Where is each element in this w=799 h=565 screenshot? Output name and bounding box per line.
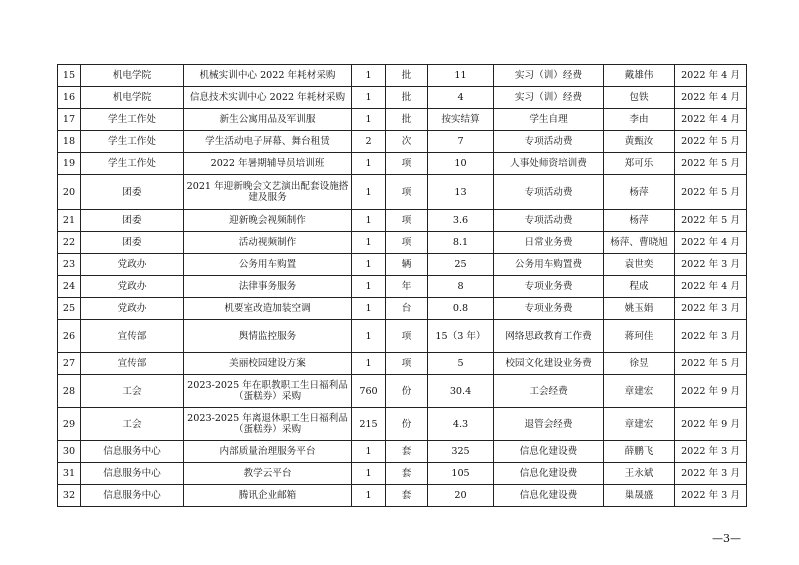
quantity-cell: 1	[352, 87, 386, 109]
budget-amount-cell: 20	[428, 485, 494, 507]
budget-amount-cell: 325	[428, 441, 494, 463]
quantity-cell: 1	[352, 254, 386, 276]
quantity-cell: 1	[352, 109, 386, 131]
quantity-cell: 1	[352, 153, 386, 175]
table-row	[58, 408, 747, 441]
procurement-item-cell: 公务用车购置	[184, 254, 352, 276]
quantity-cell: 1	[352, 463, 386, 485]
planned-date-cell: 2022 年 3 月	[675, 463, 747, 485]
fund-source-cell: 退管会经费	[494, 408, 604, 441]
budget-amount-cell: 3.6	[428, 210, 494, 232]
procurement-item-cell: 学生活动电子屏幕、舞台租赁	[184, 131, 352, 153]
row-number-cell: 16	[58, 87, 81, 109]
contact-person-cell: 巢晟盛	[604, 485, 675, 507]
row-number-cell: 26	[58, 320, 81, 353]
planned-date-cell: 2022 年 3 月	[675, 485, 747, 507]
unit-cell: 项	[386, 320, 428, 353]
contact-person-cell: 戴雄伟	[604, 65, 675, 87]
table-row	[58, 298, 747, 320]
planned-date-cell: 2022 年 5 月	[675, 353, 747, 375]
row-number-cell: 29	[58, 408, 81, 441]
budget-amount-cell: 5	[428, 353, 494, 375]
budget-amount-cell: 15（3 年）	[428, 320, 494, 353]
table-row	[58, 232, 747, 254]
contact-person-cell: 黄甄汝	[604, 131, 675, 153]
unit-cell: 项	[386, 175, 428, 210]
fund-source-cell: 学生自理	[494, 109, 604, 131]
row-number-cell: 30	[58, 441, 81, 463]
row-number-cell: 20	[58, 175, 81, 210]
fund-source-cell: 专项活动费	[494, 175, 604, 210]
table-row	[58, 153, 747, 175]
table-row	[58, 87, 747, 109]
row-number-cell: 18	[58, 131, 81, 153]
procurement-item-cell: 2021 年迎新晚会文艺演出配套设施搭建及服务	[184, 175, 352, 210]
unit-cell: 项	[386, 353, 428, 375]
contact-person-cell: 姚玉娟	[604, 298, 675, 320]
quantity-cell: 1	[352, 353, 386, 375]
fund-source-cell: 专项活动费	[494, 131, 604, 153]
procurement-item-cell: 迎新晚会视频制作	[184, 210, 352, 232]
procurement-item-cell: 腾讯企业邮箱	[184, 485, 352, 507]
contact-person-cell: 章建宏	[604, 408, 675, 441]
row-number-cell: 27	[58, 353, 81, 375]
department-cell: 党政办	[81, 276, 184, 298]
fund-source-cell: 信息化建设费	[494, 441, 604, 463]
department-cell: 宣传部	[81, 320, 184, 353]
department-cell: 工会	[81, 375, 184, 408]
fund-source-cell: 实习（训）经费	[494, 65, 604, 87]
quantity-cell: 1	[352, 320, 386, 353]
department-cell: 机电学院	[81, 65, 184, 87]
department-cell: 工会	[81, 408, 184, 441]
unit-cell: 批	[386, 65, 428, 87]
fund-source-cell: 实习（训）经费	[494, 87, 604, 109]
department-cell: 党政办	[81, 254, 184, 276]
quantity-cell: 760	[352, 375, 386, 408]
budget-amount-cell: 0.8	[428, 298, 494, 320]
unit-cell: 台	[386, 298, 428, 320]
row-number-cell: 25	[58, 298, 81, 320]
department-cell: 机电学院	[81, 87, 184, 109]
fund-source-cell: 专项业务费	[494, 276, 604, 298]
table-row	[58, 175, 747, 210]
table-row	[58, 320, 747, 353]
procurement-item-cell: 内部质量治理服务平台	[184, 441, 352, 463]
budget-amount-cell: 4.3	[428, 408, 494, 441]
table-row	[58, 441, 747, 463]
planned-date-cell: 2022 年 4 月	[675, 232, 747, 254]
unit-cell: 批	[386, 109, 428, 131]
contact-person-cell: 薛鹏飞	[604, 441, 675, 463]
department-cell: 信息服务中心	[81, 441, 184, 463]
contact-person-cell: 杨萍	[604, 175, 675, 210]
procurement-item-cell: 美丽校园建设方案	[184, 353, 352, 375]
table-row	[58, 353, 747, 375]
procurement-item-cell: 机要室改造加装空调	[184, 298, 352, 320]
fund-source-cell: 校园文化建设业务费	[494, 353, 604, 375]
budget-amount-cell: 25	[428, 254, 494, 276]
contact-person-cell: 杨萍、曹晓旭	[604, 232, 675, 254]
unit-cell: 套	[386, 485, 428, 507]
procurement-item-cell: 信息技术实训中心 2022 年耗材采购	[184, 87, 352, 109]
row-number-cell: 23	[58, 254, 81, 276]
table-row	[58, 276, 747, 298]
contact-person-cell: 章建宏	[604, 375, 675, 408]
budget-amount-cell: 按实结算	[428, 109, 494, 131]
budget-amount-cell: 13	[428, 175, 494, 210]
row-number-cell: 32	[58, 485, 81, 507]
planned-date-cell: 2022 年 5 月	[675, 210, 747, 232]
contact-person-cell: 蒋珂佳	[604, 320, 675, 353]
unit-cell: 次	[386, 131, 428, 153]
budget-amount-cell: 4	[428, 87, 494, 109]
planned-date-cell: 2022 年 5 月	[675, 131, 747, 153]
row-number-cell: 19	[58, 153, 81, 175]
quantity-cell: 1	[352, 65, 386, 87]
procurement-item-cell: 法律事务服务	[184, 276, 352, 298]
fund-source-cell: 网络思政教育工作费	[494, 320, 604, 353]
contact-person-cell: 杨萍	[604, 210, 675, 232]
quantity-cell: 1	[352, 232, 386, 254]
contact-person-cell: 王永斌	[604, 463, 675, 485]
row-number-cell: 24	[58, 276, 81, 298]
quantity-cell: 1	[352, 175, 386, 210]
fund-source-cell: 工会经费	[494, 375, 604, 408]
unit-cell: 年	[386, 276, 428, 298]
planned-date-cell: 2022 年 4 月	[675, 65, 747, 87]
unit-cell: 项	[386, 153, 428, 175]
quantity-cell: 1	[352, 210, 386, 232]
procurement-item-cell: 新生公寓用品及军训服	[184, 109, 352, 131]
planned-date-cell: 2022 年 9 月	[675, 408, 747, 441]
contact-person-cell: 包铁	[604, 87, 675, 109]
procurement-item-cell: 2023-2025 年离退休职工生日福利品（蛋糕券）采购	[184, 408, 352, 441]
procurement-item-cell: 2023-2025 年在职教职工生日福利品（蛋糕券）采购	[184, 375, 352, 408]
department-cell: 信息服务中心	[81, 485, 184, 507]
planned-date-cell: 2022 年 4 月	[675, 276, 747, 298]
row-number-cell: 15	[58, 65, 81, 87]
contact-person-cell: 徐昱	[604, 353, 675, 375]
planned-date-cell: 2022 年 4 月	[675, 109, 747, 131]
department-cell: 团委	[81, 175, 184, 210]
department-cell: 学生工作处	[81, 109, 184, 131]
budget-amount-cell: 30.4	[428, 375, 494, 408]
fund-source-cell: 日常业务费	[494, 232, 604, 254]
budget-amount-cell: 8.1	[428, 232, 494, 254]
planned-date-cell: 2022 年 3 月	[675, 254, 747, 276]
page-number: —3—	[712, 532, 741, 545]
planned-date-cell: 2022 年 3 月	[675, 298, 747, 320]
table-row	[58, 254, 747, 276]
planned-date-cell: 2022 年 4 月	[675, 87, 747, 109]
planned-date-cell: 2022 年 9 月	[675, 375, 747, 408]
table-row	[58, 109, 747, 131]
budget-amount-cell: 7	[428, 131, 494, 153]
fund-source-cell: 信息化建设费	[494, 463, 604, 485]
budget-amount-cell: 11	[428, 65, 494, 87]
budget-amount-cell: 8	[428, 276, 494, 298]
unit-cell: 份	[386, 375, 428, 408]
department-cell: 团委	[81, 232, 184, 254]
unit-cell: 套	[386, 441, 428, 463]
contact-person-cell: 程成	[604, 276, 675, 298]
quantity-cell: 215	[352, 408, 386, 441]
table-row	[58, 65, 747, 87]
contact-person-cell: 袁世奕	[604, 254, 675, 276]
row-number-cell: 17	[58, 109, 81, 131]
table-row	[58, 131, 747, 153]
quantity-cell: 1	[352, 276, 386, 298]
row-number-cell: 21	[58, 210, 81, 232]
row-number-cell: 31	[58, 463, 81, 485]
budget-amount-cell: 105	[428, 463, 494, 485]
row-number-cell: 22	[58, 232, 81, 254]
quantity-cell: 1	[352, 441, 386, 463]
department-cell: 学生工作处	[81, 153, 184, 175]
procurement-item-cell: 教学云平台	[184, 463, 352, 485]
fund-source-cell: 专项活动费	[494, 210, 604, 232]
table-row	[58, 375, 747, 408]
row-number-cell: 28	[58, 375, 81, 408]
unit-cell: 份	[386, 408, 428, 441]
planned-date-cell: 2022 年 3 月	[675, 320, 747, 353]
department-cell: 学生工作处	[81, 131, 184, 153]
procurement-item-cell: 舆情监控服务	[184, 320, 352, 353]
contact-person-cell: 郑可乐	[604, 153, 675, 175]
fund-source-cell: 信息化建设费	[494, 485, 604, 507]
procurement-item-cell: 活动视频制作	[184, 232, 352, 254]
unit-cell: 项	[386, 210, 428, 232]
quantity-cell: 2	[352, 131, 386, 153]
fund-source-cell: 人事处师资培训费	[494, 153, 604, 175]
procurement-item-cell: 机械实训中心 2022 年耗材采购	[184, 65, 352, 87]
department-cell: 信息服务中心	[81, 463, 184, 485]
unit-cell: 项	[386, 232, 428, 254]
procurement-item-cell: 2022 年暑期辅导员培训班	[184, 153, 352, 175]
procurement-table	[57, 64, 747, 507]
fund-source-cell: 公务用车购置费	[494, 254, 604, 276]
planned-date-cell: 2022 年 3 月	[675, 441, 747, 463]
planned-date-cell: 2022 年 5 月	[675, 175, 747, 210]
quantity-cell: 1	[352, 298, 386, 320]
contact-person-cell: 李由	[604, 109, 675, 131]
table-row	[58, 485, 747, 507]
fund-source-cell: 专项业务费	[494, 298, 604, 320]
department-cell: 团委	[81, 210, 184, 232]
unit-cell: 辆	[386, 254, 428, 276]
department-cell: 党政办	[81, 298, 184, 320]
budget-amount-cell: 10	[428, 153, 494, 175]
department-cell: 宣传部	[81, 353, 184, 375]
table-row	[58, 210, 747, 232]
unit-cell: 套	[386, 463, 428, 485]
planned-date-cell: 2022 年 5 月	[675, 153, 747, 175]
unit-cell: 批	[386, 87, 428, 109]
quantity-cell: 1	[352, 485, 386, 507]
table-row	[58, 463, 747, 485]
